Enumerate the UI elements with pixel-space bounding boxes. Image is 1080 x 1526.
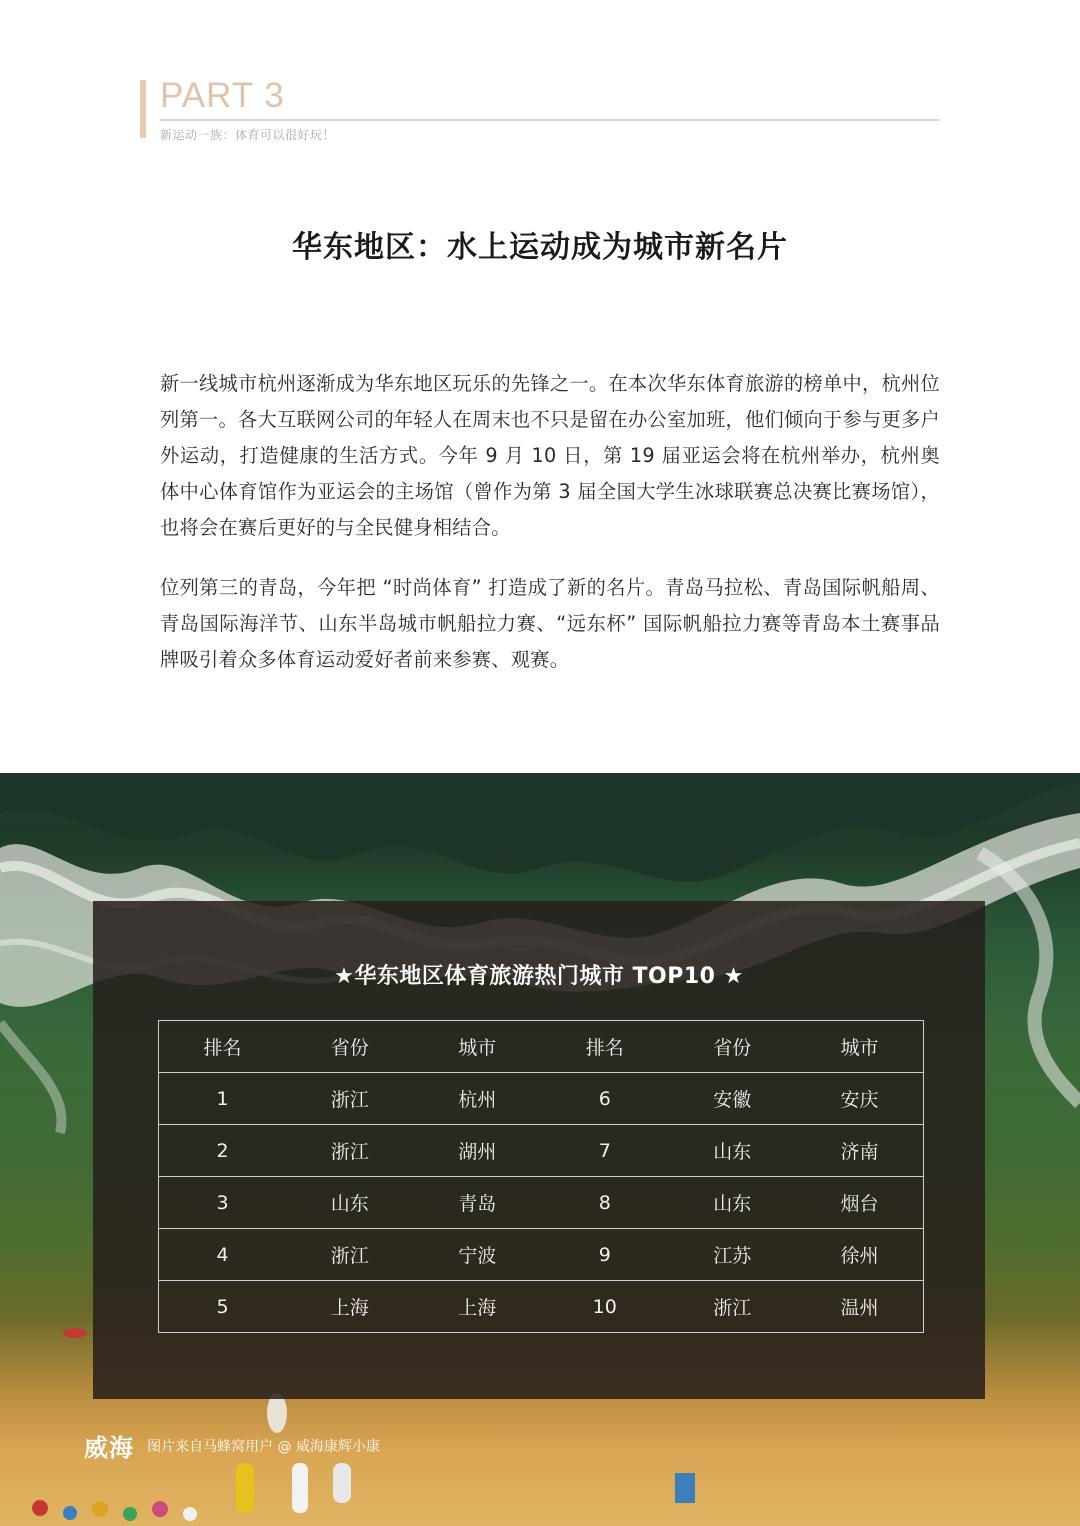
table-cell: 安徽 [669,1073,797,1125]
table-cell: 浙江 [286,1125,414,1177]
table-cell: 浙江 [669,1281,797,1333]
header-divider [160,119,940,121]
table-cell: 6 [541,1073,669,1125]
table-cell: 1 [159,1073,287,1125]
header-rank-left: 排名 [159,1021,287,1073]
table-cell: 9 [541,1229,669,1281]
table-cell: 济南 [796,1125,924,1177]
table-row [159,1229,924,1281]
table-row [159,1281,924,1333]
table-cell: 10 [541,1281,669,1333]
table-title: ★华东地区体育旅游热门城市 TOP10 ★ [334,964,744,989]
table-cell: 4 [159,1229,287,1281]
header-city-left: 城市 [414,1021,542,1073]
part-label: PART 3 [160,76,285,115]
part-accent-bar [140,80,146,138]
article-body [160,366,940,702]
table-cell: 宁波 [414,1229,542,1281]
table-cell: 2 [159,1125,287,1177]
table-row [159,1125,924,1177]
table-cell: 5 [159,1281,287,1333]
table-row [159,1177,924,1229]
table-cell: 徐州 [796,1229,924,1281]
header-city-right: 城市 [796,1021,924,1073]
top10-table-panel [93,901,985,1399]
table-cell: 温州 [796,1281,924,1333]
table-cell: 浙江 [286,1229,414,1281]
table-cell: 烟台 [796,1177,924,1229]
header-rank-right: 排名 [541,1021,669,1073]
photo-location: 威海 [84,1434,134,1462]
table-cell: 3 [159,1177,287,1229]
table-cell: 江苏 [669,1229,797,1281]
header-province-right: 省份 [669,1021,797,1073]
paragraph-qingdao: 位列第三的青岛，今年把 “时尚体育” 打造成了新的名片。青岛马拉松、青岛国际帆船周、青岛国际海洋节、山东半岛城市帆船拉力赛、“远东杯” 国际帆船拉力赛等青岛本土赛事品牌吸引着众多体育运动爱好者前来参赛、观赛。 [160,576,940,671]
table-cell: 杭州 [414,1073,542,1125]
table-header-row [159,1021,924,1073]
table-cell: 山东 [669,1125,797,1177]
table-cell: 浙江 [286,1073,414,1125]
section-subtitle: 新运动一族：体育可以很好玩！ [160,128,336,142]
table-cell: 上海 [286,1281,414,1333]
table-row [159,1073,924,1125]
photo-credit: 图片来自马蜂窝用户 @ 威海康辉小康 [147,1438,380,1455]
table-cell: 7 [541,1125,669,1177]
top10-city-table [158,1020,924,1333]
header-province-left: 省份 [286,1021,414,1073]
photo-caption [84,1428,380,1463]
paragraph-hangzhou: 新一线城市杭州逐渐成为华东地区玩乐的先锋之一。在本次华东体育旅游的榜单中，杭州位列第一。各大互联网公司的年轻人在周末也不只是留在办公室加班，他们倾向于参与更多户外运动，打造健康的生活方式。今年 9 月 10 日，第 19 届亚运会将在杭州举办，杭州奥体中心体育馆作为亚运会的主场馆（曾作为第 3 届全国大学生冰球联赛总决赛比赛场馆），也将会在赛后更好的与全民健身相结合。 [160,372,940,539]
table-cell: 8 [541,1177,669,1229]
table-cell: 上海 [414,1281,542,1333]
table-cell: 湖州 [414,1125,542,1177]
table-cell: 山东 [669,1177,797,1229]
page-headline: 华东地区：水上运动成为城市新名片 [292,230,788,265]
table-cell: 青岛 [414,1177,542,1229]
table-cell: 山东 [286,1177,414,1229]
table-cell: 安庆 [796,1073,924,1125]
